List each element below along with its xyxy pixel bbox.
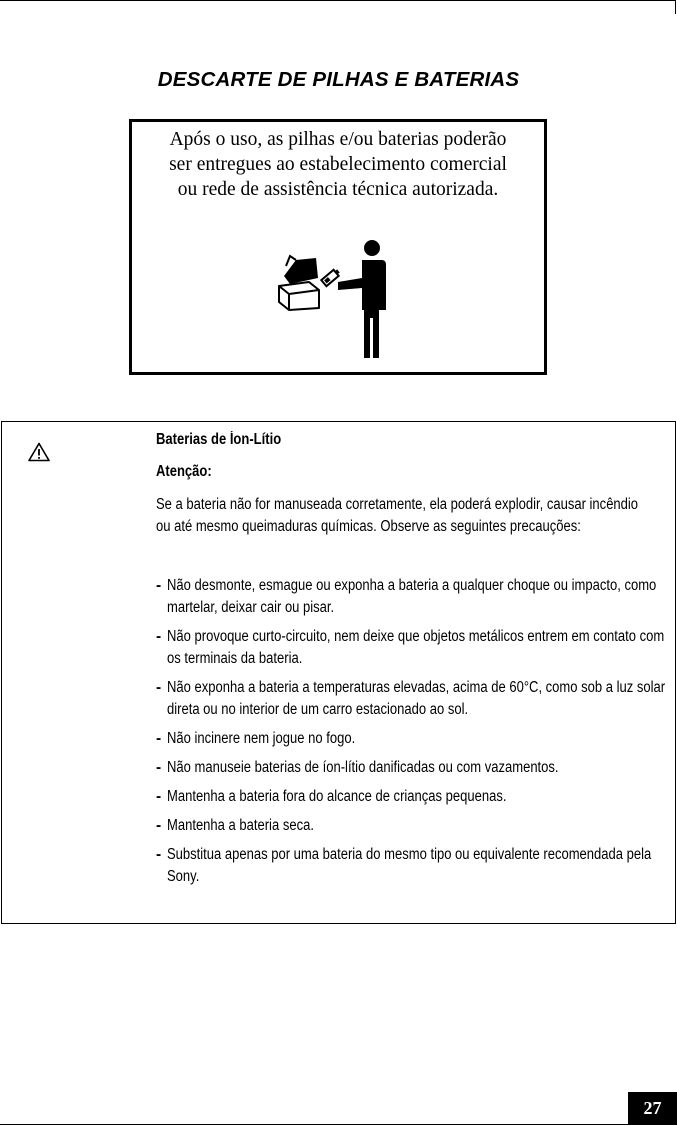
bottom-rule	[0, 1124, 677, 1125]
list-item-text: Não provoque curto-circuito, nem deixe que objetos metálicos entrem em contato com os terminais da bateria.	[167, 628, 665, 667]
list-item-text: Mantenha a bateria fora do alcance de crianças pequenas.	[167, 788, 507, 805]
list-dash: -	[156, 759, 162, 776]
person-dropping-battery-in-box-icon	[274, 238, 394, 358]
list-dash: -	[156, 577, 162, 594]
list-item	[156, 815, 671, 837]
list-item	[156, 575, 671, 619]
list-item	[156, 728, 671, 750]
notice-line: Após o uso, as pilhas e/ou baterias poderão	[169, 129, 507, 150]
attention-label: Atenção:	[156, 463, 212, 480]
list-item-text: Não exponha a bateria a temperaturas elevadas, acima de 60°C, como sob a luz solar direta ou no interior de um carro estacionado ao sol.	[167, 679, 666, 718]
page-number: 27	[628, 1092, 677, 1124]
list-item	[156, 757, 671, 779]
list-item-text: Substitua apenas por uma bateria do mesmo tipo ou equivalente recomendada pela Sony.	[167, 846, 652, 885]
disposal-notice-text	[132, 127, 544, 202]
top-rule-tick	[675, 0, 676, 14]
warning-table	[1, 421, 676, 924]
list-item	[156, 677, 671, 721]
list-dash: -	[156, 846, 162, 863]
section-heading: Baterias de Íon-Lítio	[156, 431, 282, 448]
disposal-notice-box	[129, 119, 547, 375]
top-rule	[0, 0, 675, 1]
list-item-text: Mantenha a bateria seca.	[167, 817, 314, 834]
list-item	[156, 786, 671, 808]
list-item-text: Não incinere nem jogue no fogo.	[167, 730, 356, 747]
list-dash: -	[156, 628, 162, 645]
list-item	[156, 844, 671, 888]
list-dash: -	[156, 730, 162, 747]
warning-triangle-icon	[28, 442, 50, 462]
notice-line: ser entregues ao estabelecimento comercial	[169, 154, 507, 175]
list-item-text: Não desmonte, esmague ou exponha a bateria a qualquer choque ou impacto, como martelar, deixar cair ou pisar.	[167, 577, 657, 616]
intro-paragraph: Se a bateria não for manuseada corretamente, ela poderá explodir, causar incêndio ou até mesmo queimaduras químicas. Observe as seguintes precauções:	[156, 496, 639, 535]
list-item-text: Não manuseie baterias de íon-lítio danificadas ou com vazamentos.	[167, 759, 559, 776]
list-dash: -	[156, 679, 162, 696]
notice-line: ou rede de assistência técnica autorizada.	[177, 179, 499, 200]
list-item	[156, 626, 671, 670]
page-title: DESCARTE DE PILHAS E BATERIAS	[157, 68, 520, 91]
list-dash: -	[156, 817, 162, 834]
list-dash: -	[156, 788, 162, 805]
precautions-list	[156, 575, 671, 895]
